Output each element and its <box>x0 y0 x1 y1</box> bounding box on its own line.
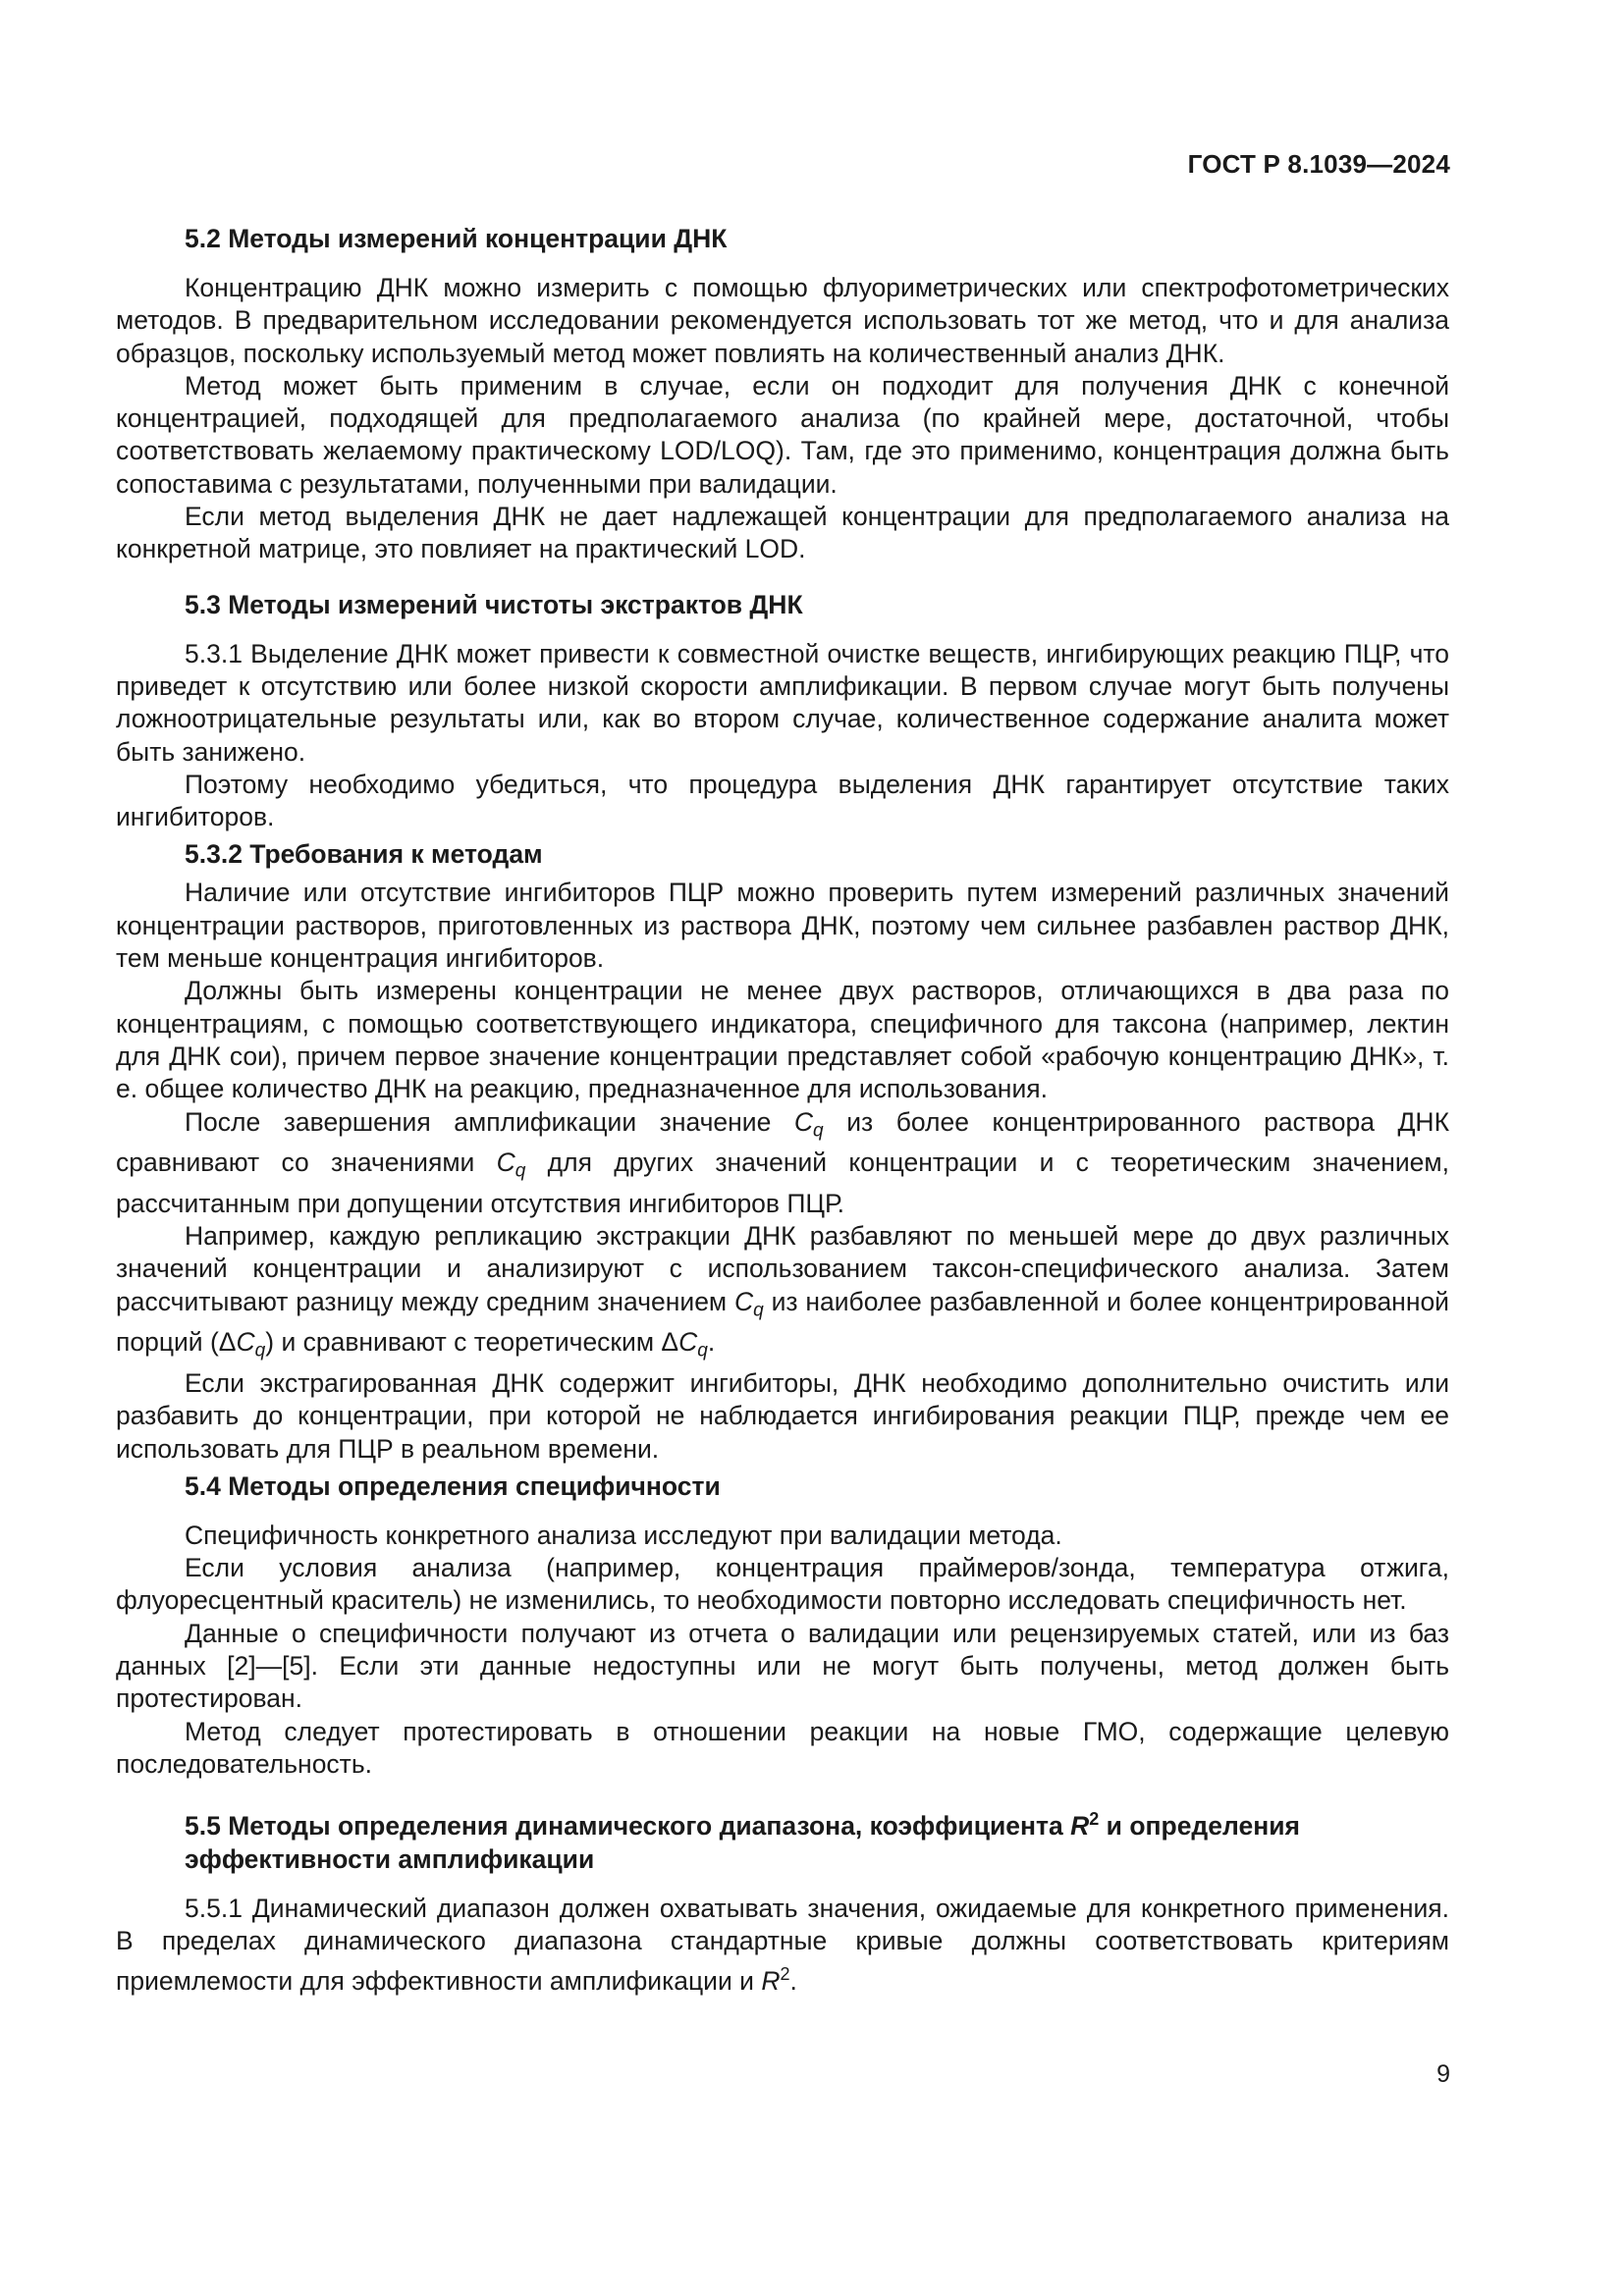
paragraph: Если экстрагированная ДНК содержит ингибиторы, ДНК необходимо дополнительно очистить или разбавить до концентрации, при которой не наблюдается ингибирования реакции ПЦР, прежде чем ее использовать для ПЦР в реальном времени. <box>116 1367 1449 1464</box>
section-5-3 <box>116 588 1449 834</box>
section-heading: 5.3 Методы измерений чистоты экстрактов ДНК <box>185 589 803 619</box>
section-5-4 <box>116 1469 1449 1781</box>
section-5-5 <box>116 1802 1449 1998</box>
section-5-3-2 <box>116 837 1449 1465</box>
paragraph: Наличие или отсутствие ингибиторов ПЦР можно проверить путем измерений различных значений концентрации растворов, приготовленных из раствора ДНК, поэтому чем сильнее разбавлен раствор ДНК, тем меньше концентрация ингибиторов. <box>116 878 1449 974</box>
paragraph: Метод следует протестировать в отношении реакции на новые ГМО, содержащие целевую последовательность. <box>116 1716 1449 1779</box>
paragraph: 5.5.1 Динамический диапазон должен охватывать значения, ожидаемые для конкретного применения. В пределах динамического диапазона стандартные кривые должны соответствовать критериям приемлемости для эффективности амплификации и $R^2$. <box>116 1894 1449 1996</box>
page-number: 9 <box>1436 2060 1450 2088</box>
paragraph: Если условия анализа (например, концентрация праймеров/зонда, температура отжига, флуоресцентный краситель) не изменились, то необходимости повторно исследовать специфичность нет. <box>116 1553 1449 1616</box>
section-heading: 5.4 Методы определения специфичности <box>185 1470 721 1501</box>
document-code-header: ГОСТ Р 8.1039—2024 <box>1187 149 1450 179</box>
paragraph: Должны быть измерены концентрации не менее двух растворов, отличающихся в два раза по концентрациям, с помощью соответствующего индикатора, специфичного для таксона (например, лектин для ДНК сои), причем первое значение концентрации представляет собой «рабочую концентрацию ДНК», т. е. общее количество ДНК на реакцию, предназначенное для использования. <box>116 976 1449 1104</box>
subsection-heading: 5.3.2 Требования к методам <box>185 839 543 870</box>
paragraph: Поэтому необходимо убедиться, что процедура выделения ДНК гарантирует отсутствие таких ингибиторов. <box>116 769 1449 832</box>
paragraph: Специфичность конкретного анализа исследуют при валидации метода. <box>185 1520 1062 1550</box>
paragraph: Данные о специфичности получают из отчета о валидации или рецензируемых статей, или из баз данных [2]—[5]. Если эти данные недоступны или не могут быть получены, метод должен быть протестирован. <box>116 1618 1449 1714</box>
section-5-2 <box>116 222 1449 566</box>
section-heading: 5.5 Методы определения динамического диапазона, коэффициента $R^2$ и определения эффективности амплификации <box>185 1809 1300 1875</box>
paragraph: После завершения амплификации значение $C_q$ из более концентрированного раствора ДНК сравнивают со значениями $C_q$ для других значений концентрации и с теоретическим значением, рассчитанным при допущении отсутствия ингибиторов ПЦР. <box>116 1106 1450 1218</box>
paragraph: Например, каждую репликацию экстракции ДНК разбавляют по меньшей мере до двух различных значений концентрации и анализируют с использованием таксон-специфического анализа. Затем рассчитывают разницу между средним значением $C_q$ из наиболее разбавленной и более концентрированной порций $(\Delta C_q)$ и сравнивают с теоретическим $\Delta C_q$. <box>116 1221 1449 1362</box>
paragraph: 5.3.1 Выделение ДНК может привести к совместной очистке веществ, ингибирующих реакцию ПЦР, что приведет к отсутствию или более низкой скорости амплификации. В первом случае могут быть получены ложноотрицательные результаты или, как во втором случае, количественное содержание аналита может быть занижено. <box>116 638 1449 767</box>
section-heading: 5.2 Методы измерений концентрации ДНК <box>185 224 728 253</box>
document-body <box>116 222 1449 2019</box>
paragraph: Концентрацию ДНК можно измерить с помощью флуориметрических или спектрофотометрических методов. В предварительном исследовании рекомендуется использовать тот же метод, что и для анализа образцов, поскольку используемый метод может повлиять на количественный анализ ДНК. <box>116 273 1449 368</box>
paragraph: Если метод выделения ДНК не дает надлежащей концентрации для предполагаемого анализа на конкретной матрице, это повлияет на практический LOD. <box>116 502 1449 564</box>
paragraph: Метод может быть применим в случае, если он подходит для получения ДНК с конечной концентрацией, подходящей для предполагаемого анализа (по крайней мере, достаточной, чтобы соответствовать желаемому практическому LOD/LOQ). Там, где это применимо, концентрация должна быть сопоставима с результатами, полученными при валидации. <box>116 370 1449 499</box>
